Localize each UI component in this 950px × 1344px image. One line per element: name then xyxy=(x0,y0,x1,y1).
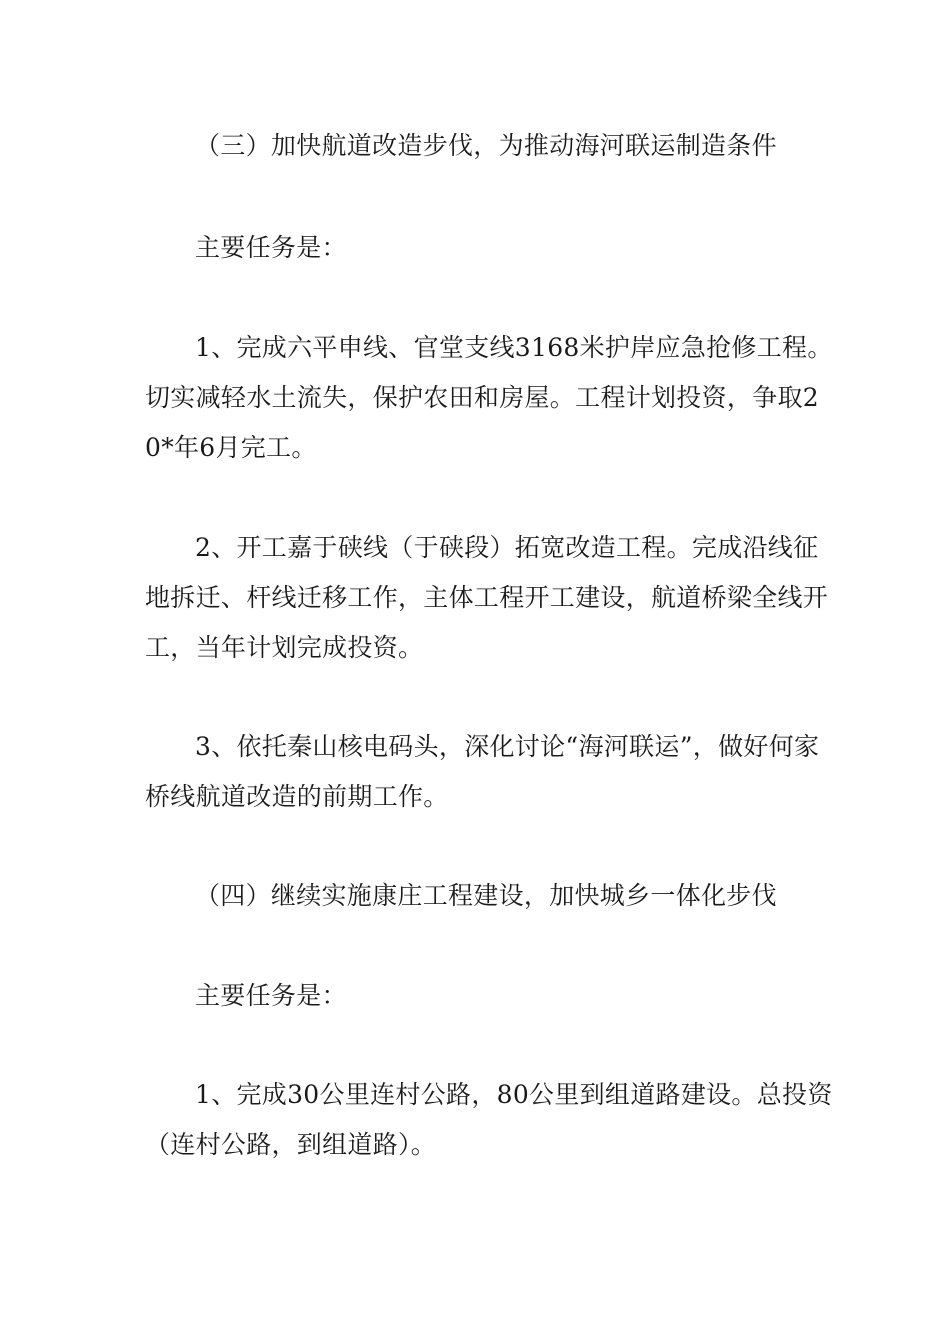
section-heading-4: （四）继续实施康庄工程建设，加快城乡一体化步伐 xyxy=(195,881,777,910)
task-paragraph: 3、依托秦山核电码头，深化讨论“海河联运”，做好何家桥线航道改造的前期工作。 xyxy=(145,732,820,811)
tasks-label: 主要任务是： xyxy=(195,233,347,262)
task-paragraph: 1、完成六平申线、官堂支线3168米护岸应急抢修工程。切实减轻水土流失，保护农田和房屋。工程计划投资，争取20*年6月完工。 xyxy=(145,333,833,462)
section-heading-3: （三）加快航道改造步伐，为推动海河联运制造条件 xyxy=(195,131,777,160)
tasks-label: 主要任务是： xyxy=(195,981,347,1010)
task-paragraph: 1、完成30公里连村公路，80公里到组道路建设。总投资（连村公路，到组道路）。 xyxy=(145,1080,833,1159)
task-paragraph: 2、开工嘉于硖线（于硖段）拓宽改造工程。完成沿线征地拆迁、杆线迁移工作，主体工程开工建设，航道桥梁全线开工，当年计划完成投资。 xyxy=(145,533,829,662)
